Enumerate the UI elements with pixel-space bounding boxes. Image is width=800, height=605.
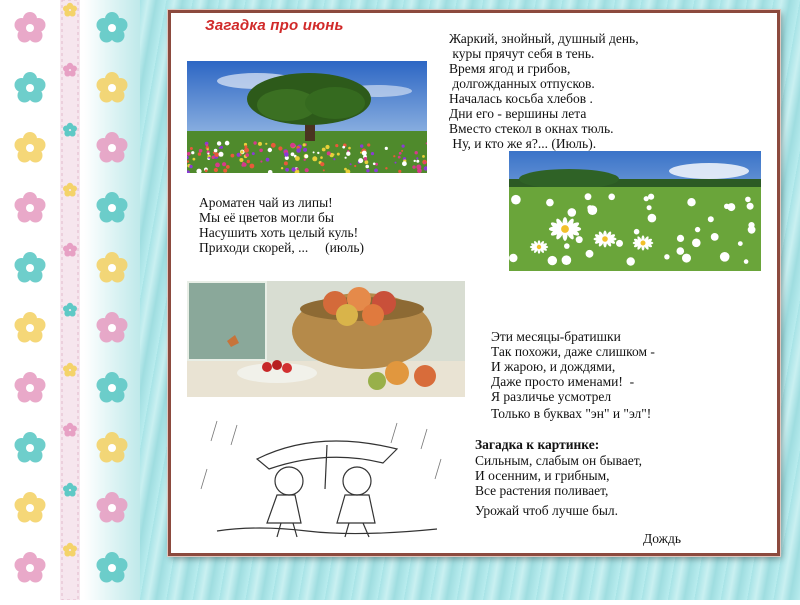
meadow-flower xyxy=(360,144,363,147)
meadow-flower xyxy=(226,165,230,169)
poem-line: Сильным, слабым он бывает, xyxy=(475,453,643,468)
meadow-flower xyxy=(222,162,226,166)
meadow-flower xyxy=(312,156,317,161)
daisy-small xyxy=(682,254,691,263)
meadow-flower xyxy=(290,143,295,148)
flower-center xyxy=(108,144,116,152)
daisy-small xyxy=(627,257,635,265)
meadow-flower xyxy=(189,165,192,168)
flower-center xyxy=(108,564,116,572)
meadow-flower xyxy=(322,148,326,152)
daisy-small xyxy=(708,216,714,222)
riddle-3-text xyxy=(491,329,655,421)
meadow-flower xyxy=(291,167,295,171)
flower-center xyxy=(108,444,116,452)
meadow-flower xyxy=(245,153,249,157)
meadow-flower xyxy=(266,158,270,162)
poem-line: Жаркий, знойный, душный день, xyxy=(449,31,639,46)
meadow-flower xyxy=(260,160,262,162)
daisy-small xyxy=(664,254,669,259)
flower-center xyxy=(26,204,34,212)
flower-center xyxy=(26,444,34,452)
meadow-flower xyxy=(335,144,338,147)
flower-center xyxy=(108,264,116,272)
daisy-small xyxy=(677,247,685,255)
meadow-flower xyxy=(325,145,329,149)
meadow-flower xyxy=(281,167,283,169)
daisy-small xyxy=(747,203,754,210)
daisy-small xyxy=(648,194,654,200)
daisy-small xyxy=(738,241,743,246)
meadow-flower xyxy=(207,148,209,150)
meadow-flower xyxy=(385,147,388,150)
meadow-flower xyxy=(366,169,369,172)
meadow-flower xyxy=(271,143,276,148)
meadow-flower xyxy=(398,170,401,173)
daisy-small xyxy=(548,256,557,265)
meadow-flower xyxy=(362,151,367,156)
daisy-small xyxy=(568,208,577,217)
meadow-flower xyxy=(398,156,401,159)
poem-line: Ну, и кто же я?... (Июль). xyxy=(449,136,597,151)
meadow-flower xyxy=(231,154,235,158)
daisy-center xyxy=(641,241,646,246)
meadow-flower xyxy=(320,162,324,166)
riddle-4-heading: Загадка к картинке: xyxy=(475,437,600,452)
daisy-small xyxy=(727,203,735,211)
meadow-flower xyxy=(284,161,288,165)
poem-line: Урожай чтоб лучше был. xyxy=(475,503,619,518)
meadow-flower xyxy=(350,163,352,165)
flower-center xyxy=(108,84,116,92)
meadow-flower xyxy=(348,147,351,150)
meadow-flower xyxy=(239,158,243,162)
meadow-flower xyxy=(337,153,340,156)
flower-center xyxy=(26,384,34,392)
meadow-flower xyxy=(225,141,230,146)
meadow-flower xyxy=(385,167,387,169)
poem-line: И жарою, и дождями, xyxy=(491,359,616,374)
meadow-flower xyxy=(285,168,289,172)
children-in-rain-coloring-image xyxy=(197,419,455,543)
meadow-flower xyxy=(220,146,223,149)
daisy-small xyxy=(634,229,640,235)
page-title: Загадка про июнь xyxy=(205,17,344,34)
meadow-flower xyxy=(252,152,255,155)
daisy-small xyxy=(586,250,594,258)
decorative-left-border xyxy=(0,0,140,600)
meadow-flower xyxy=(214,149,218,153)
poem-line: Ароматен чай из липы! xyxy=(199,195,333,210)
meadow-flower xyxy=(317,152,319,154)
meadow-flower xyxy=(259,149,263,153)
poem-line: Вместо стекол в окнах тюль. xyxy=(449,121,614,136)
meadow-flower xyxy=(304,159,306,161)
meadow-flower xyxy=(360,152,362,154)
meadow-flower xyxy=(207,153,209,155)
daisy-small xyxy=(511,195,521,205)
meadow-flower xyxy=(265,143,267,145)
meadow-flower xyxy=(278,146,282,150)
daisy-small xyxy=(564,243,570,249)
meadow-flower xyxy=(395,162,397,164)
riddle-page xyxy=(168,10,780,556)
meadow-flower xyxy=(303,148,307,152)
meadow-flower xyxy=(305,168,309,172)
flower-center xyxy=(26,264,34,272)
meadow-flower xyxy=(296,168,298,170)
meadow-flower xyxy=(346,152,350,156)
meadow-flower xyxy=(198,152,201,155)
daisy-small xyxy=(745,197,751,203)
daisy-small xyxy=(585,193,592,200)
daisy-small xyxy=(562,255,572,265)
meadow-flower xyxy=(247,160,250,163)
meadow-flower xyxy=(214,168,218,172)
daisy-small xyxy=(711,233,719,241)
meadow-flower xyxy=(268,148,272,152)
daisy-center xyxy=(537,245,541,249)
meadow-flower xyxy=(374,169,378,173)
meadow-flower xyxy=(193,158,196,161)
meadow-flower xyxy=(304,154,308,158)
meadow-flower xyxy=(191,151,194,154)
meadow-flower xyxy=(367,143,370,146)
riddle-4-text xyxy=(475,453,642,518)
poem-line: Началась косьба хлебов . xyxy=(449,91,593,106)
meadow-flower xyxy=(415,151,418,154)
meadow-flower xyxy=(284,152,289,157)
daisy-small xyxy=(744,259,749,264)
meadow-flower xyxy=(365,160,369,164)
meadow-flower xyxy=(206,144,209,147)
meadow-flower xyxy=(402,145,405,148)
meadow-flower xyxy=(354,165,356,167)
meadow-flower xyxy=(250,164,255,169)
poem-line: Только в буквах "эн" и "эл"! xyxy=(491,406,652,421)
poem-line: Время ягод и грибов, xyxy=(449,61,571,76)
meadow-flower xyxy=(223,169,227,173)
poem-line: Насушить хоть целый куль! xyxy=(199,225,359,240)
meadow-flower xyxy=(215,163,220,168)
meadow-flower xyxy=(399,152,402,155)
daisy-small xyxy=(587,205,592,210)
meadow-flower xyxy=(358,158,363,163)
flower-center xyxy=(26,84,34,92)
poem-line: Приходи скорей, ... (июль) xyxy=(199,240,364,255)
daisy-small xyxy=(687,198,695,206)
meadow-flower xyxy=(333,158,335,160)
tree-meadow-image xyxy=(187,61,427,173)
meadow-flower xyxy=(313,151,315,153)
meadow-flower xyxy=(323,169,325,171)
daisy-small xyxy=(748,226,756,234)
poem-line: Эти месяцы-братишки xyxy=(491,329,621,344)
meadow-flower xyxy=(190,147,193,150)
meadow-flower xyxy=(365,165,369,169)
meadow-flower xyxy=(244,148,249,153)
poem-line: Дни его - вершины лета xyxy=(449,106,587,121)
meadow-flower xyxy=(199,149,203,153)
flower-center xyxy=(108,24,116,32)
daisy-small xyxy=(692,239,701,248)
meadow-flower xyxy=(416,157,418,159)
meadow-flower xyxy=(296,148,301,153)
meadow-flower xyxy=(291,152,295,156)
poem-line: И осенним, и грибным, xyxy=(475,468,610,483)
meadow-flower xyxy=(303,143,306,146)
meadow-flower xyxy=(212,156,215,159)
meadow-flower xyxy=(258,142,262,146)
daisy-center xyxy=(561,225,569,233)
daisy-small xyxy=(644,196,649,201)
meadow-flower xyxy=(412,165,415,168)
meadow-flower xyxy=(243,163,247,167)
daisy-small xyxy=(608,194,615,201)
riddle-4-answer: Дождь xyxy=(643,531,681,546)
meadow-flower xyxy=(253,141,256,144)
flower-center xyxy=(26,564,34,572)
poem-line: Все растения поливает, xyxy=(475,483,609,498)
meadow-flower xyxy=(414,160,416,162)
poem-line: куры прячут себя в тень. xyxy=(449,46,595,61)
poem-line: Так похожи, даже слишком - xyxy=(491,344,655,359)
meadow-flower xyxy=(345,157,347,159)
meadow-flower xyxy=(416,165,421,170)
meadow-flower xyxy=(371,152,374,155)
daisy-small xyxy=(695,227,700,232)
daisy-small xyxy=(647,205,652,210)
meadow-flower xyxy=(364,157,368,161)
poem-line: Даже просто именами! - xyxy=(491,374,635,389)
daisy-small xyxy=(509,254,517,262)
meadow-flower xyxy=(217,141,221,145)
poem-line: Я различье усмотрел xyxy=(491,389,612,404)
meadow-flower xyxy=(393,155,395,157)
meadow-flower xyxy=(422,155,425,158)
flower-center xyxy=(108,504,116,512)
riddle-1-text xyxy=(449,31,639,151)
meadow-flower xyxy=(342,146,345,149)
daisy-center xyxy=(602,236,608,242)
flower-center xyxy=(26,24,34,32)
meadow-flower xyxy=(401,150,403,152)
meadow-flower xyxy=(205,169,208,172)
meadow-flower xyxy=(332,153,334,155)
meadow-flower xyxy=(219,152,224,157)
flower-center xyxy=(26,504,34,512)
riddle-4-block xyxy=(475,437,642,518)
daisy-small xyxy=(546,199,554,207)
daisy-small xyxy=(616,240,623,247)
poem-line: Мы её цветов могли бы xyxy=(199,210,334,225)
flower-center xyxy=(26,324,34,332)
meadow-flower xyxy=(424,162,426,164)
meadow-flower xyxy=(402,161,407,166)
meadow-flower xyxy=(327,151,331,155)
flower-center xyxy=(26,144,34,152)
daisy-small xyxy=(576,236,583,243)
meadow-flower xyxy=(240,150,243,153)
meadow-flower xyxy=(373,163,376,166)
flower-center xyxy=(108,204,116,212)
daisy-field-image xyxy=(509,151,761,271)
daisy-small xyxy=(648,214,657,223)
meadow-flower xyxy=(240,154,242,156)
daisy-small xyxy=(677,235,684,242)
riddle-2-text xyxy=(199,195,364,255)
meadow-flower xyxy=(320,156,323,159)
flower-center xyxy=(108,324,116,332)
flower-pattern xyxy=(0,0,140,600)
flower-center xyxy=(108,384,116,392)
meadow-flower xyxy=(375,163,378,166)
daisy-small xyxy=(720,252,730,262)
apple-basket-image xyxy=(187,281,465,397)
meadow-flower xyxy=(416,160,419,163)
meadow-flower xyxy=(295,156,300,161)
poem-line: долгожданных отпусков. xyxy=(449,76,595,91)
meadow-flower xyxy=(208,157,210,159)
